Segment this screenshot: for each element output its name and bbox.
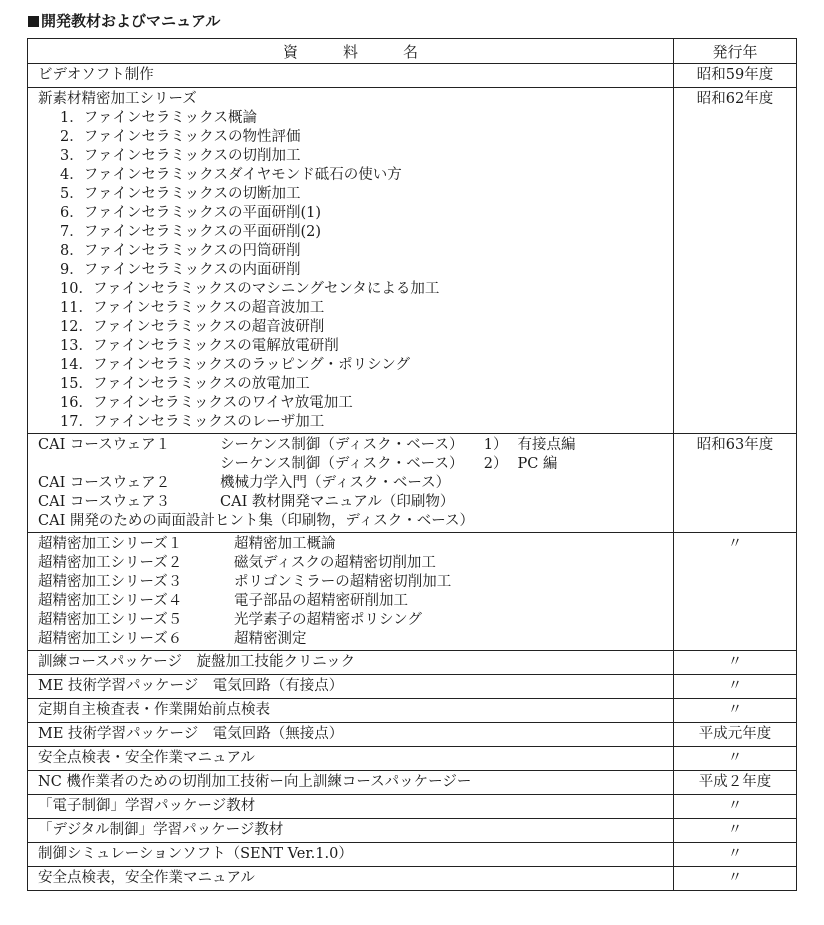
series-title: ポリゴンミラーの超精密切削加工 <box>234 574 452 590</box>
series-title: 磁気ディスクの超精密切削加工 <box>234 555 436 571</box>
cai-course-label: CAI コースウェア３ <box>38 494 171 510</box>
series-title: 超精密加工概論 <box>234 536 336 552</box>
list-item <box>38 573 673 592</box>
list-item: 8．ファインセラミックスの円筒研削 <box>60 243 301 259</box>
list-item: 12．ファインセラミックスの超音波研削 <box>60 319 325 335</box>
table-row <box>28 771 797 795</box>
list-item: 10．ファインセラミックスのマシニングセンタによる加工 <box>60 281 440 297</box>
cai-course-label: CAI コースウェア１ <box>38 437 171 453</box>
issue-year: 平成元年度 <box>674 723 797 747</box>
cai-volume-title: PC 編 <box>517 456 558 472</box>
list-item: CAI 開発のための両面設計ヒント集（印刷物，ディスク・ベース） <box>38 513 475 529</box>
material-name <box>28 533 674 651</box>
list-item <box>38 535 673 554</box>
series-label: 超精密加工シリーズ５ <box>38 612 183 628</box>
square-bullet-icon <box>28 16 39 27</box>
issue-year: 〃 <box>674 651 797 675</box>
cai-course-title: シーケンス制御（ディスク・ベース） <box>220 456 464 472</box>
list-item: 1．ファインセラミックス概論 <box>60 110 257 126</box>
heading-text: 開発教材およびマニュアル <box>41 12 221 30</box>
table-row <box>28 88 797 434</box>
table-row <box>28 747 797 771</box>
list-item: 13．ファインセラミックスの電解放電研削 <box>60 338 339 354</box>
list-item <box>38 436 673 455</box>
issue-year: 〃 <box>674 795 797 819</box>
material-name: NC 機作業者のための切削加工技術ー向上訓練コースパッケージー <box>28 771 674 795</box>
list-item <box>38 630 673 649</box>
material-name: ME 技術学習パッケージ 電気回路（有接点） <box>28 675 674 699</box>
issue-year: 昭和59年度 <box>674 64 797 88</box>
list-item: 3．ファインセラミックスの切削加工 <box>60 148 301 164</box>
table-row <box>28 699 797 723</box>
issue-year: 昭和63年度 <box>674 434 797 533</box>
section-heading <box>28 10 220 31</box>
issue-year: 昭和62年度 <box>674 88 797 434</box>
table-row <box>28 64 797 88</box>
list-item: 14．ファインセラミックスのラッピング・ポリシング <box>60 357 410 373</box>
material-name: 安全点検表・安全作業マニュアル <box>28 747 674 771</box>
list-item <box>38 611 673 630</box>
list-item <box>38 493 673 512</box>
list-item: 4．ファインセラミックスダイヤモンド砥石の使い方 <box>60 167 402 183</box>
table-row <box>28 675 797 699</box>
list-item <box>38 592 673 611</box>
fine-ceramics-list <box>38 109 673 432</box>
series-label: 超精密加工シリーズ６ <box>38 631 183 647</box>
list-item: 15．ファインセラミックスの放電加工 <box>60 376 310 392</box>
series-title: 電子部品の超精密研削加工 <box>234 593 408 609</box>
list-item: 16．ファインセラミックスのワイヤ放電加工 <box>60 395 353 411</box>
material-name: ビデオソフト制作 <box>28 64 674 88</box>
issue-year: 〃 <box>674 675 797 699</box>
material-name <box>28 88 674 434</box>
list-item <box>38 455 673 474</box>
issue-year: 〃 <box>674 819 797 843</box>
issue-year: 平成２年度 <box>674 771 797 795</box>
cai-course-label: CAI コースウェア２ <box>38 475 171 491</box>
list-item <box>38 474 673 493</box>
list-item: 9．ファインセラミックスの内面研削 <box>60 262 301 278</box>
material-name: 「デジタル制御」学習パッケージ教材 <box>28 819 674 843</box>
list-item: 5．ファインセラミックスの切断加工 <box>60 186 301 202</box>
table-row <box>28 795 797 819</box>
series-label: 超精密加工シリーズ４ <box>38 593 183 609</box>
table-row <box>28 843 797 867</box>
table-row <box>28 819 797 843</box>
series-label: 超精密加工シリーズ２ <box>38 555 183 571</box>
issue-year: 〃 <box>674 843 797 867</box>
material-name: ME 技術学習パッケージ 電気回路（無接点） <box>28 723 674 747</box>
list-item: 7．ファインセラミックスの平面研削(2) <box>60 224 322 240</box>
material-name: 定期自主検査表・作業開始前点検表 <box>28 699 674 723</box>
cai-volume-title: 有接点編 <box>517 437 576 453</box>
series-title: 光学素子の超精密ポリシング <box>234 612 422 628</box>
series-title: 新素材精密加工シリーズ <box>38 91 197 107</box>
list-item: 6．ファインセラミックスの平面研削(1) <box>60 205 322 221</box>
header-row <box>28 39 797 64</box>
issue-year: 〃 <box>674 533 797 651</box>
header-name: 資 料 名 <box>28 39 674 64</box>
list-item: 2．ファインセラミックスの物性評価 <box>60 129 301 145</box>
cai-course-title: シーケンス制御（ディスク・ベース） <box>220 437 464 453</box>
material-name: 「電子制御」学習パッケージ教材 <box>28 795 674 819</box>
table-row <box>28 867 797 891</box>
issue-year: 〃 <box>674 867 797 891</box>
cai-volume-number: 2） <box>483 456 508 472</box>
list-item <box>38 554 673 573</box>
cai-volume-number: 1） <box>483 437 508 453</box>
cai-course-title: 機械力学入門（ディスク・ベース） <box>220 475 451 491</box>
cai-course-title: CAI 教材開発マニュアル（印刷物） <box>220 494 455 510</box>
list-item: 11．ファインセラミックスの超音波加工 <box>60 300 325 316</box>
list-item: 17．ファインセラミックスのレーザ加工 <box>60 414 325 430</box>
table-row <box>28 723 797 747</box>
materials-table <box>27 38 797 891</box>
series-label: 超精密加工シリーズ１ <box>38 536 183 552</box>
issue-year: 〃 <box>674 699 797 723</box>
series-title: 超精密測定 <box>234 631 307 647</box>
table-row <box>28 434 797 533</box>
material-name <box>28 434 674 533</box>
material-name: 訓練コースパッケージ 旋盤加工技能クリニック <box>28 651 674 675</box>
table-row <box>28 533 797 651</box>
issue-year: 〃 <box>674 747 797 771</box>
series-label: 超精密加工シリーズ３ <box>38 574 183 590</box>
table-row <box>28 651 797 675</box>
header-year: 発行年 <box>674 39 797 64</box>
material-name: 安全点検表，安全作業マニュアル <box>28 867 674 891</box>
material-name: 制御シミュレーションソフト（SENT Ver.1.0） <box>28 843 674 867</box>
simple-rows <box>28 651 797 891</box>
